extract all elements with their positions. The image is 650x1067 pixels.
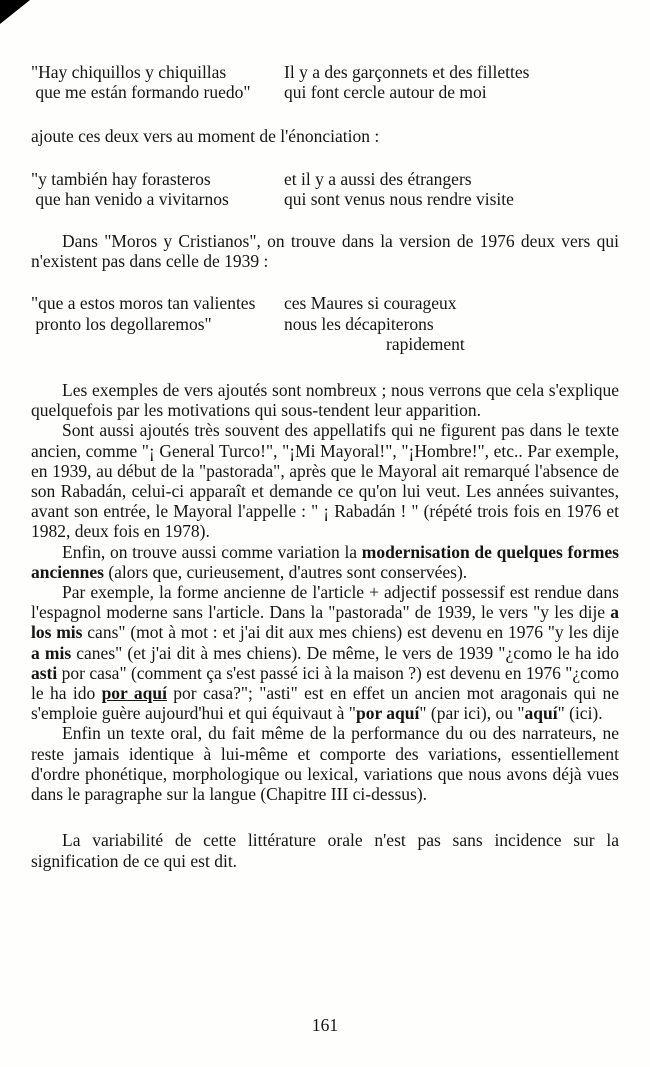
text-run: por casa" (comment ça s'est passé ici à la maison ?) est devenu en 1976 "¿como le ha ido [31, 662, 619, 704]
text-run: por casa?"; "asti" est en effet un ancien mot aragonais qui ne s'emploie guère aujourd'hui et qui équivaut à " [31, 683, 619, 724]
verse-line [31, 334, 619, 354]
verse-french-text: nous les décapiterons [284, 313, 434, 334]
text-run: Enfin un texte oral, du fait même de la performance du ou des narrateurs, ne reste jamais identique à lui-même et comporte des variations, essentiellement d'ordre phonétique, morphologique ou lexical, variations que nous avons déjà vues dans le paragraphe sur la langue (Chapitre III ci-dessus). [31, 723, 619, 805]
verse-spanish-text: "Hay chiquillos y chiquillas [31, 62, 227, 82]
text-run: (alors que, curieusement, d'autres sont conservées). [103, 561, 468, 582]
intro-line: ajoute ces deux vers au moment de l'énonciation : [31, 126, 380, 147]
text-run: La variabilité de cette littérature orale n'est pas sans incidence sur la signification de ce qui est dit. [31, 830, 619, 871]
text-run: Les exemples de vers ajoutés sont nombreux ; nous verrons que cela s'explique quelquefois par les motivations qui sous-tendent leur apparition. [31, 380, 619, 421]
text-run: Par exemple, la forme ancienne de l'article + adjectif possessif est rendue dans l'espagnol moderne sans l'article. Dans la "pastorada" de 1939, le vers "y les dije [31, 582, 619, 623]
bold-text-run: a los mis [31, 602, 619, 643]
verse-line [31, 82, 619, 102]
verse-line [31, 293, 619, 313]
paragraph [31, 830, 619, 870]
text-run: canes" (et j'ai dit à mes chiens). De même, le vers de 1939 "¿como le ha ido [71, 642, 620, 663]
bold-text-run: a mis [31, 642, 72, 663]
content-blocks [31, 62, 619, 871]
page-number: 161 [311, 1014, 339, 1035]
verse-french-text: rapidement [386, 333, 465, 354]
verse-line [31, 169, 619, 189]
bold-text-run: asti [31, 662, 58, 683]
verse-spanish-text: "que a estos moros tan valientes [31, 293, 256, 314]
text-run: Dans "Moros y Cristianos", on trouve dans la version de 1976 deux vers qui n'existent pas dans celle de 1939 : [31, 231, 619, 272]
bold-text-run: aquí [524, 703, 558, 724]
verse-line [31, 314, 619, 334]
verse-block [31, 169, 619, 209]
verse-french-text: Il y a des garçonnets et des fillettes [284, 62, 530, 82]
text-run: Enfin, on trouve aussi comme variation la [62, 541, 362, 562]
verse-spanish-text: que han venido a vivitarnos [31, 188, 229, 209]
verse-french-text: qui font cercle autour de moi [284, 82, 487, 103]
paragraph [31, 542, 619, 582]
bold-text-run: modernisation de quelques formes anciennes [31, 541, 619, 582]
verse-french-text: qui sont venus nous rendre visite [284, 188, 514, 209]
paragraph [31, 723, 619, 804]
verse-block [31, 62, 619, 102]
verse-spanish-text: "y también hay forasteros [31, 168, 211, 189]
verse-spanish-text: que me están formando ruedo" [31, 82, 251, 103]
verse-french-text: et il y a aussi des étrangers [284, 168, 472, 189]
text-run: " (ici). [557, 703, 603, 724]
verse-french-text: ces Maures si courageux [284, 293, 457, 314]
bold-text-run: por aquí [101, 683, 167, 704]
paragraph [31, 420, 619, 541]
text-run: " (par ici), ou " [419, 703, 525, 724]
text-run: cans" (mot à mot : et j'ai dit aux mes chiens) est devenu en 1976 "y les dije [82, 622, 619, 643]
bold-text-run: por aquí [355, 703, 420, 724]
verse-line [31, 189, 619, 209]
verse-spanish-text [31, 334, 284, 354]
verse-block [31, 293, 619, 354]
verse-line [31, 62, 619, 82]
paragraph [31, 231, 619, 271]
paragraph [31, 380, 619, 420]
scan-corner-artifact [0, 0, 30, 24]
paragraph [31, 582, 619, 723]
verse-spanish-text: pronto los degollaremos" [31, 313, 212, 334]
text-run: Sont aussi ajoutés très souvent des appellatifs qui ne figurent pas dans le texte ancien, comme "¡ General Turco!", "¡Mi Mayoral!", "¡Hombre!", etc.. Par exemple, en 1939, au début de la "pastorada", après que le Mayoral ait remarqué l'absence de son Rabadán, celui-ci apparaît et demande ce qu'on lui veut. Les années suivantes, avant son entrée, le Mayoral l'appelle : " ¡ Rabadán ! " (répété trois fois en 1976 et 1982, deux fois en 1978). [31, 420, 619, 542]
